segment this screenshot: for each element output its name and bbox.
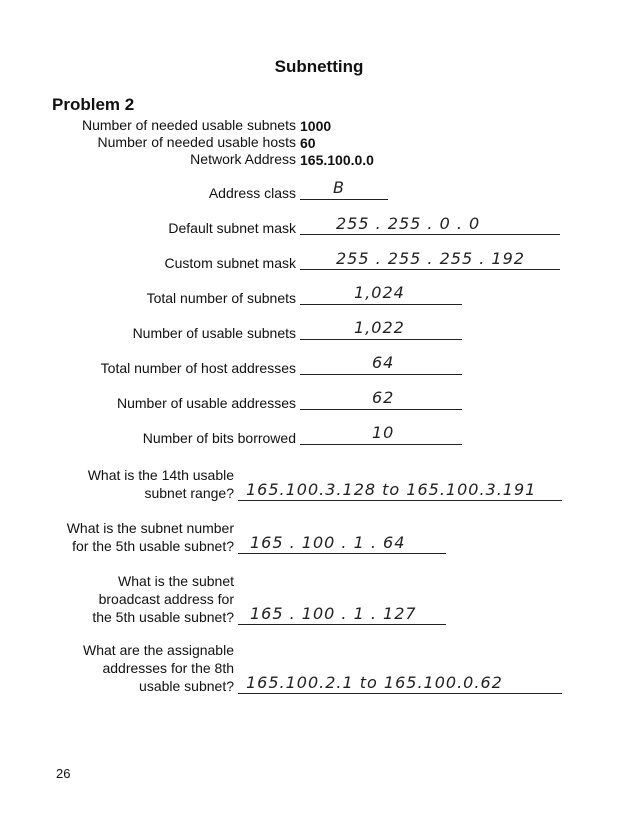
answer-line — [300, 234, 560, 235]
page-number: 26 — [56, 766, 71, 781]
answer-line — [238, 500, 562, 501]
answer-line — [238, 624, 446, 625]
question-label-total-subnets: Total number of subnets — [146, 290, 296, 306]
given-value-network: 165.100.0.0 — [300, 152, 374, 168]
answer-line — [300, 409, 462, 410]
page-title: Subnetting — [274, 57, 364, 76]
answer-line — [300, 374, 462, 375]
answer-line — [300, 269, 560, 270]
answer-line — [238, 553, 446, 554]
answer-5th-subnet-number: 165 . 100 . 1 . 64 — [250, 533, 406, 552]
answer-bits-borrowed: 10 — [372, 423, 395, 442]
answer-8th-assignable: 165.100.2.1 to 165.100.0.62 — [246, 673, 503, 692]
question-label-custom-mask: Custom subnet mask — [164, 255, 296, 271]
answer-5th-broadcast: 165 . 100 . 1 . 127 — [250, 604, 417, 623]
answer-line — [300, 339, 462, 340]
question-label-bits-borrowed: Number of bits borrowed — [142, 430, 296, 446]
given-label-subnets: Number of needed usable subnets — [81, 117, 296, 133]
question-label-default-mask: Default subnet mask — [168, 220, 296, 236]
long-question-label-5th-subnet-number: What is the subnet number for the 5th usable subnet? — [66, 520, 234, 554]
given-label-hosts: Number of needed usable hosts — [97, 134, 296, 150]
long-question-label-8th-assignable: What are the assignable addresses for the 8th usable subnet? — [83, 642, 234, 694]
answer-14th-range: 165.100.3.128 to 165.100.3.191 — [246, 480, 537, 499]
answer-default-mask: 255 . 255 . 0 . 0 — [336, 214, 481, 233]
given-value-subnets: 1000 — [300, 118, 332, 134]
given-label-network: Network Address — [190, 151, 296, 167]
question-label-usable-subnets: Number of usable subnets — [132, 325, 296, 341]
answer-usable-addresses: 62 — [372, 388, 395, 407]
answer-line — [238, 693, 562, 694]
given-value-hosts: 60 — [300, 135, 316, 151]
answer-line — [300, 199, 388, 200]
long-question-label-5th-broadcast: What is the subnet broadcast address for the 5th usable subnet? — [92, 573, 234, 625]
question-label-usable-addresses: Number of usable addresses — [117, 395, 296, 411]
answer-custom-mask: 255 . 255 . 255 . 192 — [336, 249, 525, 268]
question-label-address-class: Address class — [208, 185, 296, 201]
answer-line — [300, 304, 462, 305]
answer-line — [300, 444, 462, 445]
long-question-label-14th-range: What is the 14th usable subnet range? — [87, 467, 234, 501]
answer-total-hosts: 64 — [372, 353, 395, 372]
problem-heading: Problem 2 — [52, 95, 135, 114]
question-label-total-hosts: Total number of host addresses — [100, 360, 296, 376]
answer-total-subnets: 1,024 — [354, 283, 405, 302]
answer-address-class: B — [333, 178, 345, 197]
answer-usable-subnets: 1,022 — [354, 318, 405, 337]
